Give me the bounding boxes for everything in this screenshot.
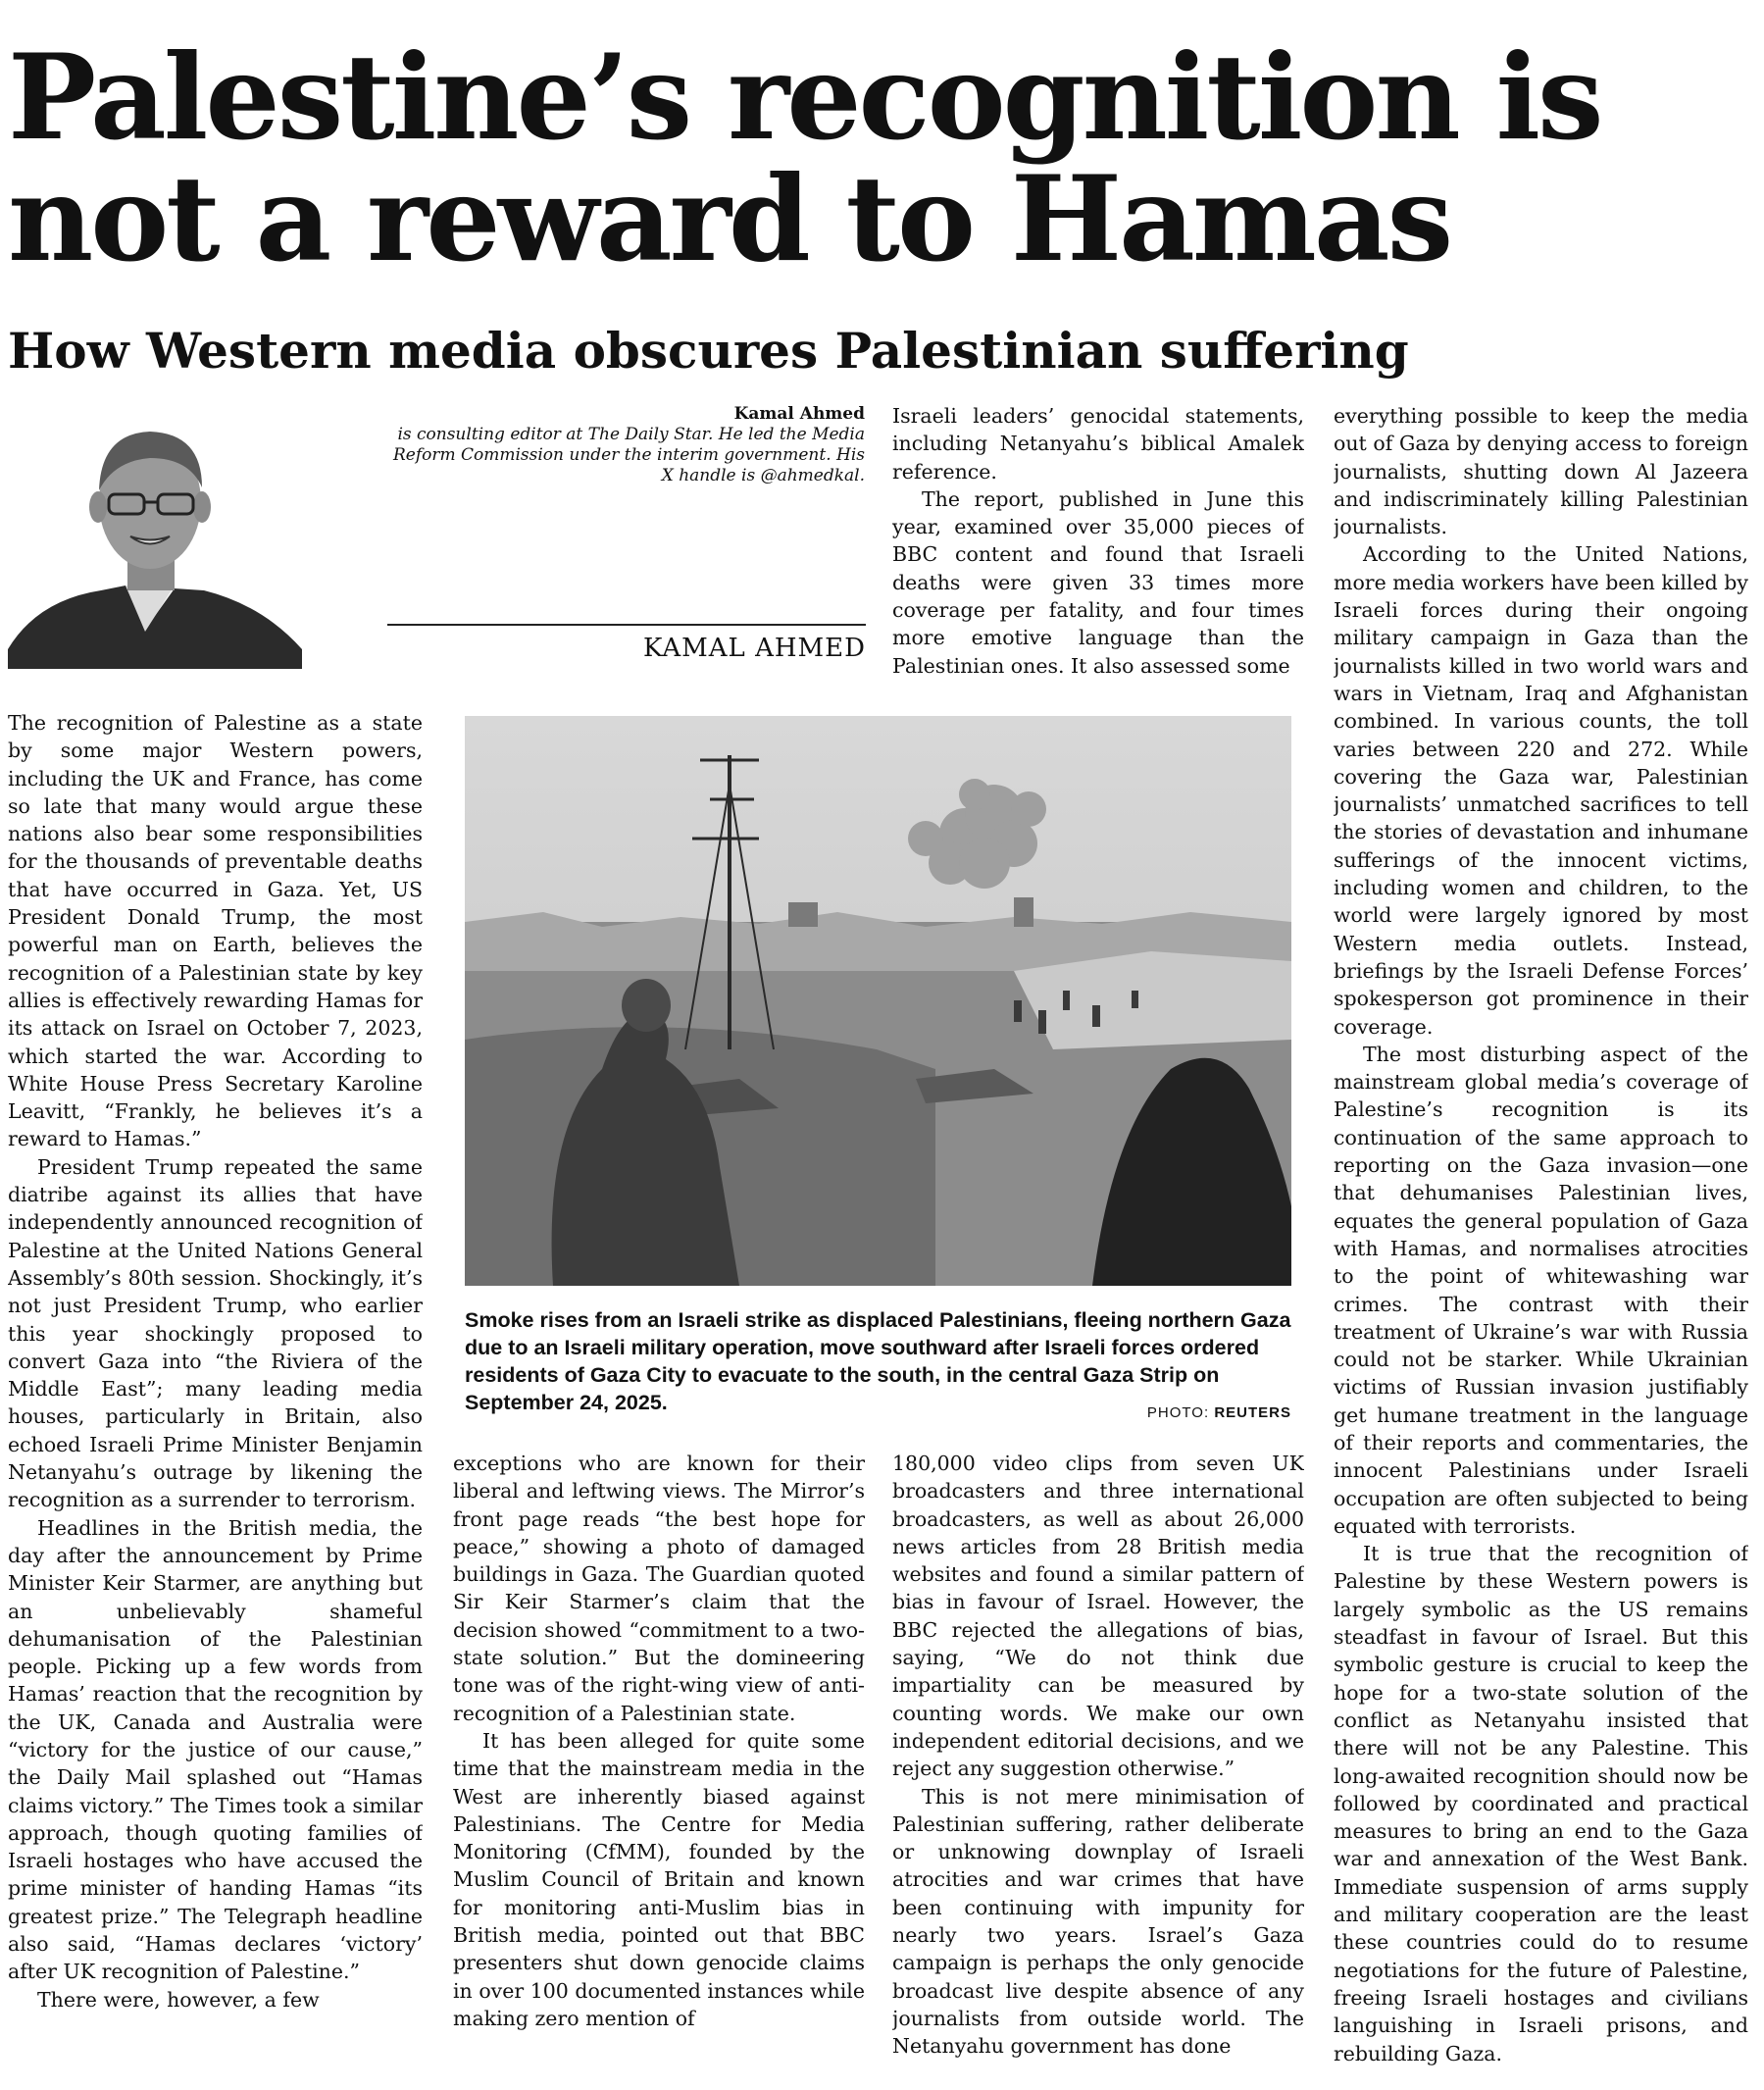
article-column-3-bottom [892,1450,1304,2077]
author-bio: is consulting editor at The Daily Star. He led the Media Reform Commission under the interim government. His X handle is @ahmedkal. [392,425,865,485]
paragraph: There were, however, a few [37,1987,320,2012]
author-byline: KAMAL AHMED [643,634,866,663]
paragraph: The recognition of Palestine as a state by some major Western powers, including the UK and France, has come so late that many would argue these nations also bear some responsibilities for the thousands of preventable deaths that have occurred in Gaza. Yet, US President Donald Trump, the most powerful man on Earth, believes the recognition of a Palestinian state by key allies is effectively rewarding Hamas for its attack on Israel on October 7, 2023, which started the war. According to White House Press Secretary Karoline Leavitt, “Frankly, he believes it’s a reward to Hamas.” [8,711,423,1151]
author-bio-block [382,404,865,486]
photo-credit-source: REUTERS [1214,1404,1291,1421]
article-column-4 [1334,402,1748,2077]
author-name: Kamal Ahmed [733,404,865,424]
paragraph: President Trump repeated the same diatribe against its allies that have independently announced recognition of Palestine at the United Nations General Assembly’s 80th session. Shockingly, it’s not just President Trump, who earlier this year shockingly proposed to convert Gaza into “the Riviera of the Middle East”; many leading media houses, particularly in Britain, also echoed Israeli Prime Minister Benjamin Netanyahu’s outrage by likening the recognition as a surrender to terrorism. [8,1154,423,1512]
article-column-2 [453,1450,865,2077]
article-column-1 [8,709,423,2077]
paragraph: Headlines in the British media, the day after the announcement by Prime Minister Keir Starmer, are anything but an unbelievably shameful dehumanisation of the Palestinian people. Picking up a few words from Hamas’ reaction that the recognition by the UK, Canada and Australia were “victory for the justice of our cause,” the Daily Mail splashed out “Hamas claims victory.” The Times took a similar approach, though quoting families of Israeli hostages who have accused the prime minister of handing Hamas “its greatest prize.” The Telegraph headline also said, “Hamas declares ‘victory’ after UK recognition of Palestine.” [8,1515,423,1984]
article-column-3-top [892,402,1304,688]
subheadline: How Western media obscures Palestinian suffering [8,322,1409,380]
photo-credit [1030,1404,1291,1421]
headline: Palestine’s recognition is not a reward to Hamas [8,28,1601,288]
photo-caption: Smoke rises from an Israeli strike as displaced Palestinians, fleeing northern Gaza due to an Israeli military operation, move southward after Israeli forces ordered residents of Gaza City to evacuate to the south, in the central Gaza Strip on September 24, 2025. [465,1308,1291,1414]
news-photo [465,716,1291,1286]
paragraph: The report, published in June this year, examined over 35,000 pieces of BBC content and found that Israeli deaths were given 33 times more coverage per fatality, and four times more emotive language than the Palestinian ones. It also assessed some [892,486,1304,678]
author-portrait [8,404,302,669]
paragraph: Israeli leaders’ genocidal statements, including Netanyahu’s biblical Amalek reference. [892,404,1304,484]
paragraph: This is not mere minimisation of Palestinian suffering, rather deliberate or unknowing downplay of Israeli atrocities and war crimes that have been continuing with impunity for nearly two years. Israel’s Gaza campaign is perhaps the only genocide broadcast live despite absence of any journalists from outside world. The Netanyahu government has done [892,1784,1304,2059]
paragraph: It is true that the recognition of Palestine by these Western powers is largely symbolic as the US remains steadfast in favour of Israel. But this symbolic gesture is crucial to keep the hope for a two-state solution of the conflict as Netanyahu insisted that there will not be any Palestine. This long-awaited recognition should now be followed by coordinated and practical measures to bring an end to the Gaza war and annexation of the West Bank. Immediate suspension of arms supply and military cooperation are the least these countries could do to resume negotiations for the future of Palestine, freeing Israeli hostages and civilians languishing in Israeli prisons, and rebuilding Gaza. [1334,1542,1748,2065]
paragraph: The most disturbing aspect of the mainstream global media’s coverage of Palestine’s recognition is its continuation of the same approach to reporting on the Gaza invasion—one that dehumanises Palestinian lives, equates the general population of Gaza with Hamas, and normalises atrocities to the point of whitewashing war crimes. The contrast with their treatment of Ukraine’s war with Russia could not be starker. While Ukrainian victims of Russian invasion justifiably get humane treatment in the language of their reports and commentaries, the innocent Palestinians under Israeli occupation are often subjected to being equated with terrorists. [1334,1042,1748,1538]
photo-credit-label: PHOTO: [1146,1404,1210,1421]
paragraph: It has been alleged for quite some time that the mainstream media in the West are inherently biased against Palestinians. The Centre for Media Monitoring (CfMM), founded by the Muslim Council of Britain and known for monitoring anti-Muslim bias in British media, pointed out that BBC presenters shut down genocide claims in over 100 documented instances while making zero mention of [453,1728,865,2030]
paragraph: 180,000 video clips from seven UK broadcasters and three international broadcasters, as well as about 26,000 news articles from 28 British media websites and found a similar pattern of bias in favour of Israel. However, the BBC rejected the allegations of bias, saying, “We do not think due impartiality can be measured by counting words. We make our own independent editorial decisions, and we reject any suggestion otherwise.” [892,1452,1304,1781]
byline-rule [387,624,866,626]
paragraph: exceptions who are known for their liberal and leftwing views. The Mirror’s front page reads “the best hope for peace,” showing a photo of damaged buildings in Gaza. The Guardian quoted Sir Keir Starmer’s claim that the decision showed “commitment to a two-state solution.” But the domineering tone was of the right-wing view of anti-recognition of a Palestinian state. [453,1452,865,1725]
paragraph: everything possible to keep the media out of Gaza by denying access to foreign journalists, shutting down Al Jazeera and indiscriminately killing Palestinian journalists. [1334,404,1748,539]
paragraph: According to the United Nations, more media workers have been killed by Israeli forces during their ongoing military campaign in Gaza than the journalists killed in two world wars and wars in Vietnam, Iraq and Afghanistan combined. In various counts, the toll varies between 220 and 272. While covering the Gaza war, Palestinian journalists’ unmatched sacrifices to tell the stories of devastation and inhumane sufferings of the innocent victims, including women and children, to the world were largely ignored by most Western media outlets. Instead, briefings by the Israeli Defense Forces’ spokesperson got prominence in their coverage. [1334,542,1748,1039]
